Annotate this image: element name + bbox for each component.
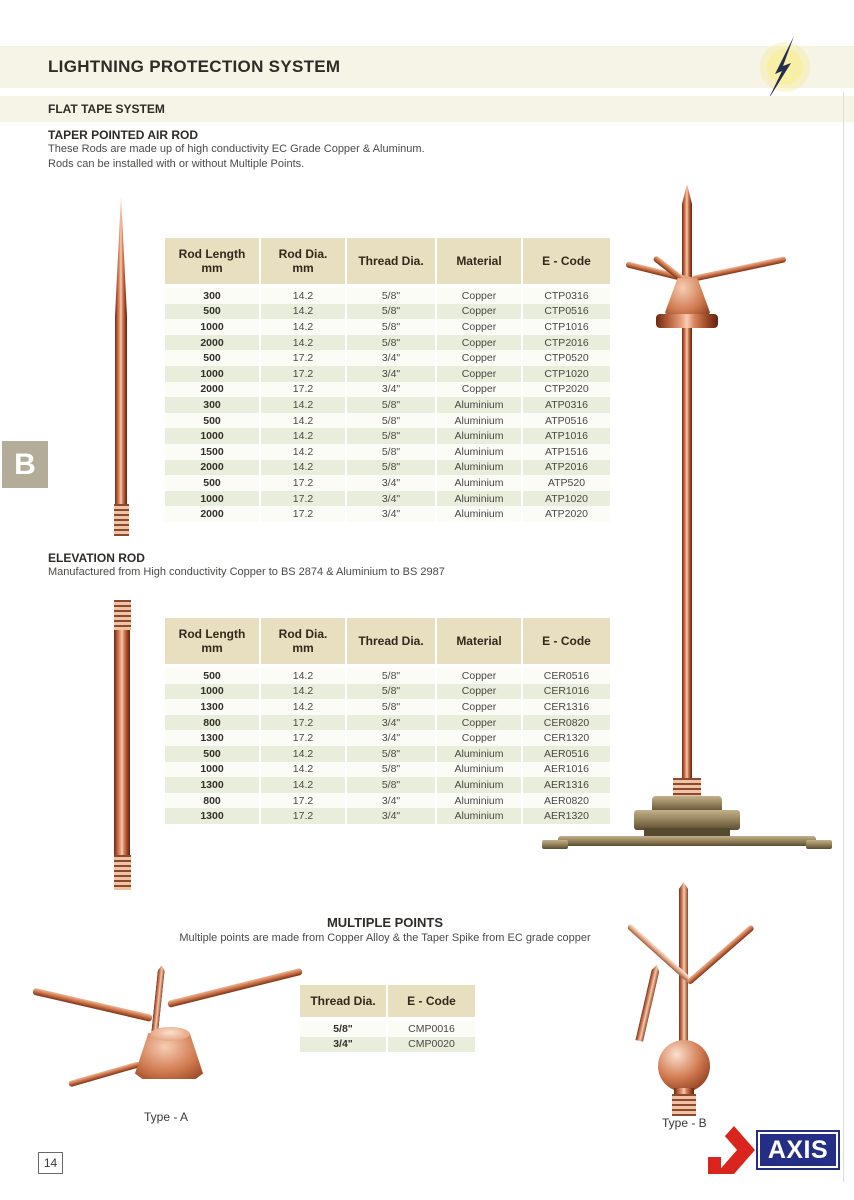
table-cell: Aluminium bbox=[437, 460, 521, 476]
table-cell: 3/4" bbox=[347, 793, 435, 809]
table-cell: CER1316 bbox=[523, 699, 610, 715]
table-cell: Aluminium bbox=[437, 746, 521, 762]
table-cell: 1000 bbox=[165, 491, 259, 507]
table-row bbox=[165, 762, 610, 778]
table-cell: 5/8" bbox=[347, 397, 435, 413]
rod-tip bbox=[115, 196, 127, 316]
page-number: 14 bbox=[38, 1152, 63, 1174]
table-cell: Copper bbox=[437, 304, 521, 320]
table-cell: 3/4" bbox=[347, 506, 435, 522]
rod-thread bbox=[114, 600, 131, 630]
base-tab bbox=[542, 840, 568, 849]
multiple-point-spike bbox=[167, 968, 303, 1008]
taper-pointed-rod-image bbox=[108, 196, 134, 536]
column-header: E - Code bbox=[523, 238, 610, 284]
rod-tip bbox=[682, 184, 692, 204]
table-row bbox=[300, 1021, 475, 1037]
table-cell: 500 bbox=[165, 413, 259, 429]
table-cell: 17.2 bbox=[261, 808, 345, 824]
column-header: Thread Dia. bbox=[300, 985, 386, 1017]
section-tab-b: B bbox=[2, 441, 48, 488]
table-cell: Aluminium bbox=[437, 428, 521, 444]
table-cell: CTP1020 bbox=[523, 366, 610, 382]
multiple-point-spike bbox=[691, 256, 786, 282]
table-header-row bbox=[300, 985, 475, 1017]
table-cell: 1000 bbox=[165, 684, 259, 700]
table-cell: Copper bbox=[437, 319, 521, 335]
column-header: Rod Dia. mm bbox=[261, 238, 345, 284]
table-cell: 2000 bbox=[165, 335, 259, 351]
rod-thread bbox=[114, 855, 131, 890]
table-cell: ATP2020 bbox=[523, 506, 610, 522]
table-cell: 5/8" bbox=[347, 288, 435, 304]
table-cell: 3/4" bbox=[347, 715, 435, 731]
table-cell: 5/8" bbox=[347, 746, 435, 762]
elevation-section-heading: ELEVATION ROD bbox=[48, 551, 145, 565]
type-b-label: Type - B bbox=[662, 1116, 707, 1130]
table-cell: 14.2 bbox=[261, 699, 345, 715]
table-cell: Aluminium bbox=[437, 777, 521, 793]
table-cell: AER0820 bbox=[523, 793, 610, 809]
table-cell: Aluminium bbox=[437, 491, 521, 507]
table-cell: 2000 bbox=[165, 382, 259, 398]
multiple-points-heading: MULTIPLE POINTS bbox=[326, 915, 444, 930]
table-cell: 3/4" bbox=[347, 366, 435, 382]
table-cell: CTP0520 bbox=[523, 350, 610, 366]
table-cell: 300 bbox=[165, 288, 259, 304]
table-row bbox=[165, 793, 610, 809]
table-cell: 800 bbox=[165, 793, 259, 809]
taper-section-heading: TAPER POINTED AIR ROD bbox=[48, 128, 199, 142]
hub-cap bbox=[150, 1027, 190, 1041]
base-plate bbox=[558, 836, 816, 846]
table-cell: 17.2 bbox=[261, 382, 345, 398]
table-cell: 500 bbox=[165, 304, 259, 320]
multiple-points-desc: Multiple points are made from Copper Alloy & the Taper Spike from EC grade copper bbox=[179, 932, 591, 944]
page-edge-line bbox=[843, 92, 844, 1182]
table-cell: Copper bbox=[437, 288, 521, 304]
table-cell: 5/8" bbox=[347, 668, 435, 684]
column-header: Material bbox=[437, 618, 521, 664]
table-cell: 17.2 bbox=[261, 491, 345, 507]
table-cell: 500 bbox=[165, 668, 259, 684]
hub-collar bbox=[656, 314, 718, 328]
table-cell: 5/8" bbox=[300, 1021, 386, 1037]
table-cell: Aluminium bbox=[437, 475, 521, 491]
rod-body bbox=[114, 630, 130, 855]
column-header: Rod Length mm bbox=[165, 618, 259, 664]
elevation-rod-image bbox=[106, 600, 138, 890]
table-body bbox=[300, 1021, 475, 1052]
table-row bbox=[165, 746, 610, 762]
table-cell: CER1016 bbox=[523, 684, 610, 700]
table-cell: ATP520 bbox=[523, 475, 610, 491]
table-cell: 17.2 bbox=[261, 715, 345, 731]
table-cell: 500 bbox=[165, 350, 259, 366]
table-cell: 300 bbox=[165, 397, 259, 413]
table-cell: 5/8" bbox=[347, 684, 435, 700]
table-cell: 14.2 bbox=[261, 397, 345, 413]
taper-section-desc2: Rods can be installed with or without Multiple Points. bbox=[48, 158, 305, 170]
base-coupler bbox=[673, 778, 701, 798]
table-cell: ATP1016 bbox=[523, 428, 610, 444]
column-header: E - Code bbox=[523, 618, 610, 664]
table-cell: CTP2016 bbox=[523, 335, 610, 351]
base-thread bbox=[672, 1094, 696, 1116]
base-tab bbox=[806, 840, 832, 849]
table-cell: 800 bbox=[165, 715, 259, 731]
table-cell: 14.2 bbox=[261, 319, 345, 335]
table-cell: AER1016 bbox=[523, 762, 610, 778]
table-cell: CTP2020 bbox=[523, 382, 610, 398]
axis-logo bbox=[708, 1126, 840, 1176]
table-row bbox=[165, 699, 610, 715]
table-cell: Aluminium bbox=[437, 762, 521, 778]
table-row bbox=[165, 684, 610, 700]
table-cell: CTP0316 bbox=[523, 288, 610, 304]
table-cell: 17.2 bbox=[261, 366, 345, 382]
table-row bbox=[165, 808, 610, 824]
table-cell: 17.2 bbox=[261, 730, 345, 746]
rod-body bbox=[115, 316, 127, 504]
table-cell: 14.2 bbox=[261, 777, 345, 793]
table-cell: 14.2 bbox=[261, 460, 345, 476]
page-title: LIGHTNING PROTECTION SYSTEM bbox=[48, 57, 341, 76]
table-cell: 14.2 bbox=[261, 304, 345, 320]
multiple-point-spike bbox=[68, 1061, 141, 1087]
table-cell: Copper bbox=[437, 668, 521, 684]
table-cell: 3/4" bbox=[347, 382, 435, 398]
table-cell: 5/8" bbox=[347, 460, 435, 476]
type-a-label: Type - A bbox=[144, 1110, 189, 1124]
table-cell: 2000 bbox=[165, 460, 259, 476]
column-header: Thread Dia. bbox=[347, 618, 435, 664]
table-cell: 14.2 bbox=[261, 413, 345, 429]
table-cell: 3/4" bbox=[347, 491, 435, 507]
axis-logo-icon bbox=[708, 1126, 756, 1174]
table-cell: AER0516 bbox=[523, 746, 610, 762]
table-cell: Aluminium bbox=[437, 444, 521, 460]
table-cell: AER1316 bbox=[523, 777, 610, 793]
table-cell: ATP1516 bbox=[523, 444, 610, 460]
table-cell: 14.2 bbox=[261, 746, 345, 762]
column-header: Material bbox=[437, 238, 521, 284]
table-cell: ATP1020 bbox=[523, 491, 610, 507]
table-cell: 14.2 bbox=[261, 668, 345, 684]
table-row bbox=[165, 777, 610, 793]
table-cell: CTP0516 bbox=[523, 304, 610, 320]
table-cell: 17.2 bbox=[261, 506, 345, 522]
table-cell: 5/8" bbox=[347, 444, 435, 460]
table-cell: CTP1016 bbox=[523, 319, 610, 335]
table-cell: 14.2 bbox=[261, 762, 345, 778]
table-cell: Aluminium bbox=[437, 413, 521, 429]
table-row bbox=[165, 715, 610, 731]
table-cell: Copper bbox=[437, 335, 521, 351]
table-cell: 1000 bbox=[165, 366, 259, 382]
sphere-hub bbox=[658, 1040, 710, 1092]
multiple-points-type-a-image bbox=[40, 975, 290, 1115]
taper-section-desc1: These Rods are made up of high conductivity EC Grade Copper & Aluminum. bbox=[48, 143, 425, 155]
multiple-points-type-b-image bbox=[600, 878, 770, 1118]
multiple-point-spike bbox=[635, 964, 660, 1042]
page-header-band bbox=[0, 46, 854, 88]
table-cell: Copper bbox=[437, 730, 521, 746]
table-cell: 14.2 bbox=[261, 428, 345, 444]
table-cell: 5/8" bbox=[347, 777, 435, 793]
base-block bbox=[634, 810, 740, 830]
table-cell: CMP0020 bbox=[388, 1037, 475, 1053]
table-row bbox=[165, 668, 610, 684]
column-header: Thread Dia. bbox=[347, 238, 435, 284]
table-body bbox=[165, 668, 610, 824]
table-cell: Copper bbox=[437, 366, 521, 382]
elevation-rod-table bbox=[165, 618, 610, 824]
table-cell: Copper bbox=[437, 684, 521, 700]
table-cell: 1000 bbox=[165, 428, 259, 444]
table-cell: 17.2 bbox=[261, 793, 345, 809]
table-cell: 17.2 bbox=[261, 350, 345, 366]
table-cell: Copper bbox=[437, 715, 521, 731]
table-cell: 500 bbox=[165, 475, 259, 491]
table-cell: 5/8" bbox=[347, 762, 435, 778]
multiple-point-spike bbox=[32, 988, 152, 1022]
table-cell: 14.2 bbox=[261, 335, 345, 351]
table-cell: 1000 bbox=[165, 762, 259, 778]
table-row bbox=[165, 730, 610, 746]
multiple-point-hub bbox=[665, 278, 710, 318]
column-header: Rod Length mm bbox=[165, 238, 259, 284]
table-cell: 5/8" bbox=[347, 413, 435, 429]
table-cell: 5/8" bbox=[347, 304, 435, 320]
table-cell: Copper bbox=[437, 382, 521, 398]
table-cell: ATP2016 bbox=[523, 460, 610, 476]
rod-thread bbox=[114, 504, 129, 536]
elevation-section-desc: Manufactured from High conductivity Copper to BS 2874 & Aluminium to BS 2987 bbox=[48, 566, 445, 578]
table-cell: Aluminium bbox=[437, 793, 521, 809]
table-cell: AER1320 bbox=[523, 808, 610, 824]
table-cell: Aluminium bbox=[437, 506, 521, 522]
table-cell: 1000 bbox=[165, 319, 259, 335]
table-cell: ATP0516 bbox=[523, 413, 610, 429]
table-cell: CMP0016 bbox=[388, 1021, 475, 1037]
table-cell: 3/4" bbox=[347, 350, 435, 366]
multiple-point-spike bbox=[686, 924, 755, 985]
table-cell: 14.2 bbox=[261, 288, 345, 304]
table-cell: 500 bbox=[165, 746, 259, 762]
table-header-row bbox=[165, 618, 610, 664]
table-cell: 14.2 bbox=[261, 444, 345, 460]
table-cell: Copper bbox=[437, 699, 521, 715]
table-cell: 3/4" bbox=[300, 1037, 386, 1053]
table-cell: 2000 bbox=[165, 506, 259, 522]
table-cell: 14.2 bbox=[261, 684, 345, 700]
table-cell: 5/8" bbox=[347, 699, 435, 715]
table-cell: 3/4" bbox=[347, 730, 435, 746]
lightning-bolt-icon bbox=[758, 36, 818, 100]
column-header: Rod Dia. mm bbox=[261, 618, 345, 664]
table-cell: CER0516 bbox=[523, 668, 610, 684]
table-cell: 1300 bbox=[165, 730, 259, 746]
table-cell: CER0820 bbox=[523, 715, 610, 731]
page-subtitle: FLAT TAPE SYSTEM bbox=[48, 102, 165, 116]
multiple-points-table bbox=[300, 985, 475, 1052]
table-cell: Copper bbox=[437, 350, 521, 366]
table-cell: 5/8" bbox=[347, 428, 435, 444]
table-cell: Aluminium bbox=[437, 397, 521, 413]
table-cell: 5/8" bbox=[347, 319, 435, 335]
table-cell: 1300 bbox=[165, 699, 259, 715]
column-header: E - Code bbox=[388, 985, 475, 1017]
table-cell: 5/8" bbox=[347, 335, 435, 351]
table-cell: 17.2 bbox=[261, 475, 345, 491]
table-row bbox=[300, 1037, 475, 1053]
table-cell: 1500 bbox=[165, 444, 259, 460]
table-cell: CER1320 bbox=[523, 730, 610, 746]
table-cell: 1300 bbox=[165, 777, 259, 793]
table-cell: ATP0316 bbox=[523, 397, 610, 413]
page-subheader-band bbox=[0, 96, 854, 122]
table-cell: 3/4" bbox=[347, 475, 435, 491]
table-cell: Aluminium bbox=[437, 808, 521, 824]
axis-logo-text: AXIS bbox=[756, 1130, 840, 1170]
table-cell: 3/4" bbox=[347, 808, 435, 824]
table-cell: 1300 bbox=[165, 808, 259, 824]
